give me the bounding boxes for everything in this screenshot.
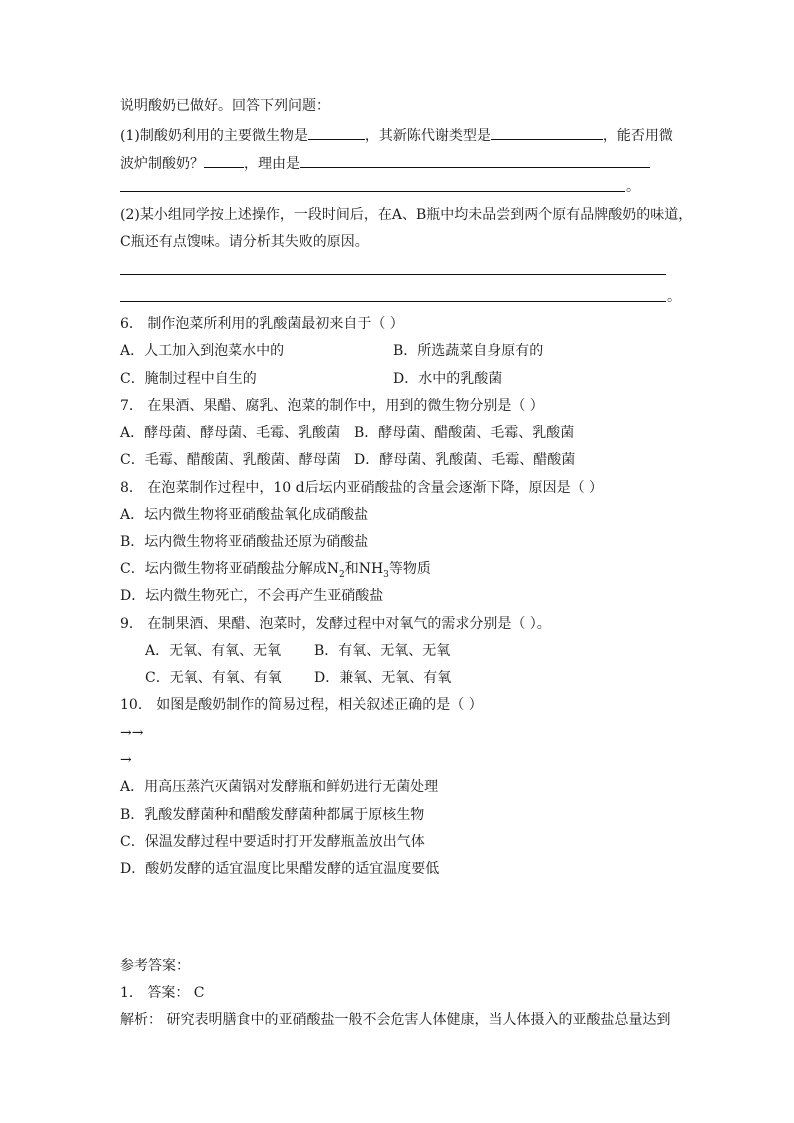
subscript: 2 [338,569,345,580]
answer-blank[interactable] [204,153,244,168]
q9-option-d: D．兼氧、无氧、有氧 [314,670,452,686]
q7-option-a: A．酵母菌、酵母菌、毛霉、乳酸菌 [120,425,341,441]
q6-option-a: A．人工加入到泡菜水中的 [120,343,285,359]
q-part1-text-a: (1)制酸奶利用的主要微生物是 [120,128,308,144]
q-part1-end: 。 [626,179,640,195]
q-part1-text-b: ，其新陈代谢类型是 [364,128,491,144]
answers-heading: 参考答案： [120,958,190,974]
answer-blank[interactable] [300,153,650,168]
q-part2-end: 。 [667,289,681,305]
q7-stem: 7． 在果酒、果醋、腐乳、泡菜的制作中，用到的微生物分别是（ ） [120,398,544,414]
q-part1-line2 [120,153,650,173]
q8-option-c-text: 等物质 [388,561,431,577]
q7-option-c: C．毛霉、醋酸菌、乳酸菌、酵母菌 [120,452,341,468]
subscript: 3 [383,569,389,580]
answer-line[interactable] [120,301,666,302]
intro-text: 说明酸奶已做好。回答下列问题： [120,98,330,114]
q10-option-d: D．酸奶发酵的适宜温度比果醋发酵的适宜温度要低 [120,861,440,877]
q6-option-b: B．所选蔬菜自身原有的 [393,343,544,359]
answer-line[interactable] [120,274,666,275]
q-part1-text-d: 波炉制酸奶？ [120,156,204,172]
q8-option-a: A．坛内微生物将亚硝酸盐氧化成硝酸盐 [120,507,369,523]
q7-option-b: B．酵母菌、醋酸菌、毛霉、乳酸菌 [354,425,575,441]
q9-option-c: C．无氧、有氧、有氧 [145,670,282,686]
q-part1-text-e: ，理由是 [244,156,300,172]
q8-option-c-text: C．坛内微生物将亚硝酸盐分解成N [120,561,339,577]
q10-option-a: A．用高压蒸汽灭菌锅对发酵瓶和鲜奶进行无菌处理 [120,779,439,795]
q6-option-d: D．水中的乳酸菌 [393,371,503,387]
q8-option-c [120,560,431,584]
answer-blank[interactable] [491,125,603,140]
q9-stem: 9． 在制果酒、果醋、泡菜时，发酵过程中对氧气的需求分别是（ ）。 [120,616,551,632]
q9-option-b: B．有氧、无氧、无氧 [314,643,451,659]
q8-option-c-text: 和NH [344,561,384,577]
q8-option-b: B．坛内微生物将亚硝酸盐还原为硝酸盐 [120,534,369,550]
arrow-icon: →→ [120,725,144,741]
q6-option-c: C．腌制过程中自生的 [120,371,257,387]
q7-option-d: D．酵母菌、乳酸菌、毛霉、醋酸菌 [354,452,576,468]
arrow-icon: → [120,752,132,768]
q-part1-line1 [120,125,673,145]
q-part2-line1: (2)某小组同学按上述操作，一段时间后，在A、B瓶中均未品尝到两个原有品牌酸奶的味道， [120,207,693,223]
answer-line[interactable] [120,191,625,192]
q10-stem: 10． 如图是酸奶制作的简易过程，相关叙述正确的是（ ） [120,697,483,713]
q9-option-a: A．无氧、有氧、无氧 [145,643,282,659]
answer-1: 1． 答案： C [120,985,205,1001]
q6-stem: 6． 制作泡菜所利用的乳酸菌最初来自于（ ） [120,316,404,332]
q-part1-text-c: ，能否用微 [602,128,673,144]
q8-stem: 8． 在泡菜制作过程中，10 d后坛内亚硝酸盐的含量会逐渐下降，原因是（ ） [120,480,604,496]
analysis-text: 解析： 研究表明膳食中的亚硝酸盐一般不会危害人体健康，当人体摄入的亚酸盐总量达到 [120,1012,671,1028]
answer-blank[interactable] [308,125,365,140]
q10-option-c: C．保温发酵过程中要适时打开发酵瓶盖放出气体 [120,834,425,850]
q-part2-line2: C瓶还有点馊味。请分析其失败的原因。 [120,234,369,250]
q8-option-d: D．坛内微生物死亡，不会再产生亚硝酸盐 [120,588,384,604]
q10-option-b: B．乳酸发酵菌种和醋酸发酵菌种都属于原核生物 [120,807,425,823]
